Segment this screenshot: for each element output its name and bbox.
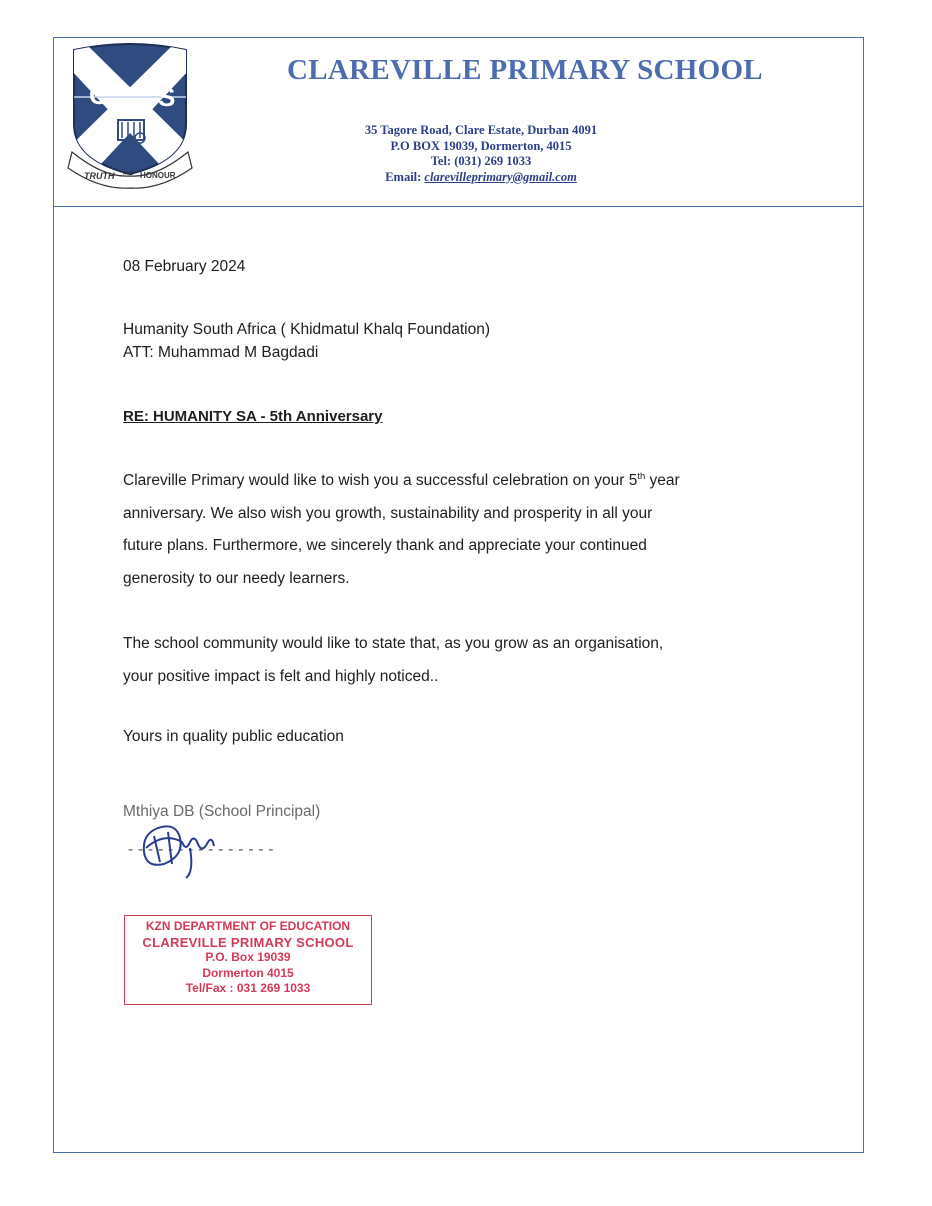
paragraph-line: future plans. Furthermore, we sincerely thank and appreciate your continued: [123, 537, 647, 554]
email-label: Email:: [385, 169, 422, 184]
po-box-line: P.O BOX 19039, Dormerton, 4015: [390, 138, 572, 153]
svg-text:S: S: [158, 82, 176, 112]
letter-paragraph-1: [123, 465, 803, 595]
email-line: [300, 170, 662, 186]
stamp-town: Dormerton 4015: [202, 965, 294, 980]
svg-text:C: C: [89, 80, 108, 110]
letter-subject: RE: HUMANITY SA - 5th Anniversary: [123, 408, 383, 425]
letter-date: 08 February 2024: [123, 258, 246, 275]
handwritten-signature-icon: [124, 812, 224, 882]
svg-text:TRUTH: TRUTH: [84, 171, 115, 181]
address-line: 35 Tagore Road, Clare Estate, Durban 4091: [364, 123, 598, 137]
signatory-name: Mthiya DB (School Principal): [123, 803, 321, 820]
stamp-tel-fax: Tel/Fax : 031 269 1033: [185, 981, 311, 995]
school-crest-icon: [64, 42, 196, 190]
stamp-school: CLAREVILLE PRIMARY SCHOOL: [142, 934, 354, 950]
telephone-line: Tel: (031) 269 1033: [430, 154, 532, 168]
signature-line: ---------------: [126, 840, 277, 858]
letter-paragraph-2: [123, 628, 803, 693]
school-address-block: [300, 123, 662, 185]
header-divider: [53, 206, 864, 207]
paragraph-line: The school community would like to state that, as you grow as an organisation,: [123, 635, 664, 652]
attention-line: ATT: Muhammad M Bagdadi: [123, 344, 319, 361]
official-stamp: [124, 915, 372, 1005]
paragraph-line: generosity to our needy learners.: [123, 569, 350, 587]
paragraph-line: your positive impact is felt and highly noticed..: [123, 667, 439, 685]
stamp-department: KZN DEPARTMENT OF EDUCATION: [145, 919, 351, 933]
email-link[interactable]: clarevilleprimary@gmail.com: [424, 169, 577, 184]
paragraph-line: anniversary. We also wish you growth, sustainability and prosperity in all your: [123, 504, 653, 522]
svg-text:AND: AND: [123, 171, 134, 177]
school-name: CLAREVILLE PRIMARY SCHOOL: [287, 54, 763, 86]
closing-line: Yours in quality public education: [123, 728, 344, 745]
stamp-po-box: P.O. Box 19039: [205, 950, 291, 964]
svg-text:HONOUR: HONOUR: [140, 171, 176, 180]
paragraph-line: Clareville Primary would like to wish you a successful celebration on your 5th year: [123, 470, 680, 489]
recipient-name: Humanity South Africa ( Khidmatul Khalq Foundation): [123, 321, 491, 338]
